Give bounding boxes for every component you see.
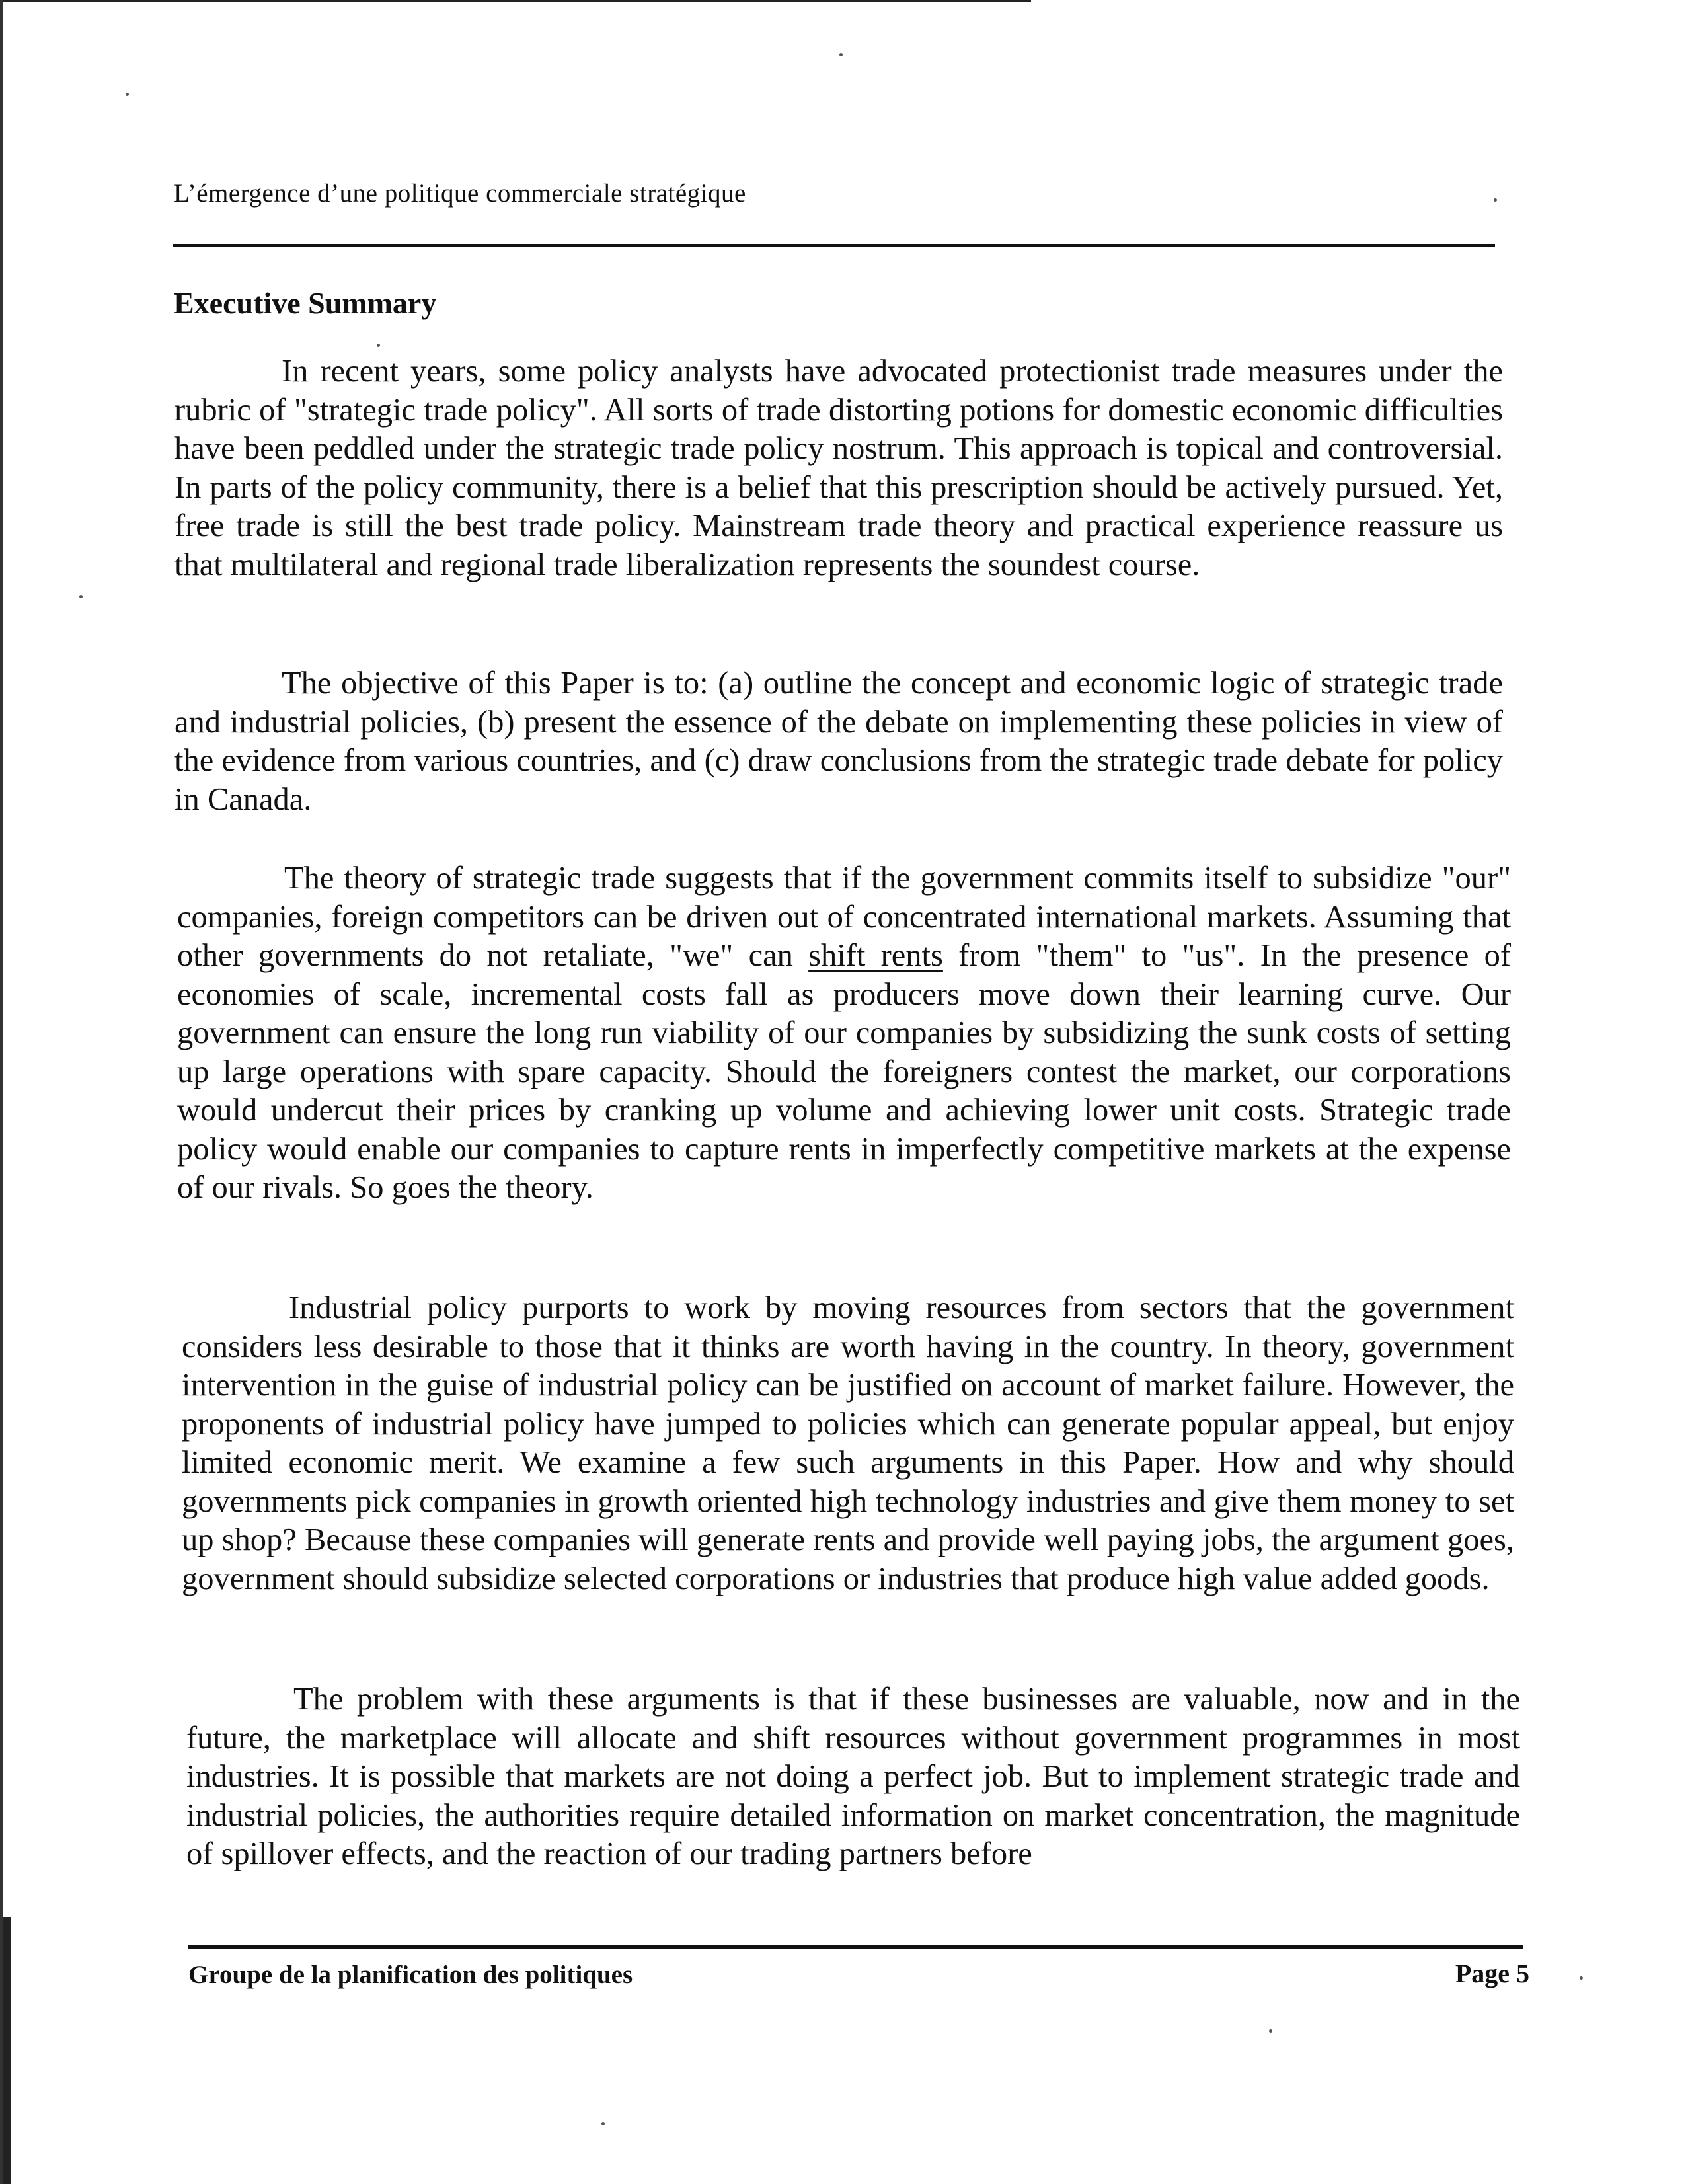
scan-speck <box>1269 2029 1272 2033</box>
page-number: Page 5 <box>1455 1959 1529 1988</box>
scan-speck <box>601 2122 605 2125</box>
running-footer: Groupe de la planification des politiques <box>188 1961 633 1989</box>
underlined-term: shift rents <box>808 938 943 973</box>
paragraph-objective: The objective of this Paper is to: (a) outline the concept and economic logic of strategic trade and industrial policies, (b) present the essence of the debate on implementing these policies in view of the evidence from various countries, and (c) draw conclusions from the strategic trade debate for policy in Canada. <box>174 666 1503 817</box>
section-heading: Executive Summary <box>174 286 437 320</box>
footer-rule <box>188 1945 1523 1949</box>
scan-speck <box>839 53 843 56</box>
paragraph-industrial-policy: Industrial policy purports to work by moving resources from sectors that the government considers less desirable to those that it thinks are worth having in the country. In theory, government intervention in the guise of industrial policy can be justified on account of market failure. However, the proponents of industrial policy have jumped to policies which can generate popular appeal, but enjoy limited economic merit. We examine a few such arguments in this Paper. How and why should governments pick companies in growth oriented high technology industries and give them money to set up shop? Because these companies will generate rents and provide well paying jobs, the argument goes, government should subsidize selected corporations or industries that produce high value added goods. <box>182 1290 1514 1596</box>
paragraph-theory-text-start: The theory of strategic trade suggests that if the government commits itself to subsidize "our" companies, foreign competitors can be driven out of concentrated international markets. Assuming that other governments do not retaliate, "we" can <box>177 861 1511 973</box>
scan-edge-left <box>0 0 3 2184</box>
scan-speck <box>1494 198 1497 202</box>
header-rule <box>173 244 1495 247</box>
scan-speck <box>126 93 129 96</box>
paragraph-problem: The problem with these arguments is that if these businesses are valuable, now and in the future, the marketplace will allocate and shift resources without government programmes in most industries. It is possible that markets are not doing a perfect job. But to implement strategic trade and industrial policies, the authorities require detailed information on market concentration, the magnitude of spillover effects, and the reaction of our trading partners before <box>186 1682 1520 1871</box>
running-header: L’émergence d’une politique commerciale stratégique <box>174 179 746 208</box>
scan-speck <box>79 595 83 598</box>
paragraph-intro: In recent years, some policy analysts have advocated protectionist trade measures under the rubric of "strategic trade policy". All sorts of trade distorting potions for domestic economic difficulties have been peddled under the strategic trade policy nostrum. This approach is topical and controversial. In parts of the policy community, there is a belief that this prescription should be actively pursued. Yet, free trade is still the best trade policy. Mainstream trade theory and practical experience reassure us that multilateral and regional trade liberalization represents the soundest course. <box>174 354 1503 582</box>
scan-speck <box>1580 1976 1583 1980</box>
scan-mark <box>3 1917 11 2184</box>
scan-edge-top <box>0 0 1031 2</box>
scan-speck <box>377 344 380 347</box>
paragraph-theory-text-end: from "them" to "us". In the presence of economies of scale, incremental costs fall as producers move down their learning curve. Our government can ensure the long run viability of our companies by subsidizing the sunk costs of setting up large operations with spare capacity. Should the foreigners contest the market, our corporations would undercut their prices by cranking up volume and achieving lower unit costs. Strategic trade policy would enable our companies to capture rents in imperfectly competitive markets at the expense of our rivals. So goes the theory. <box>177 938 1512 1205</box>
paragraph-theory <box>177 859 1511 1208</box>
